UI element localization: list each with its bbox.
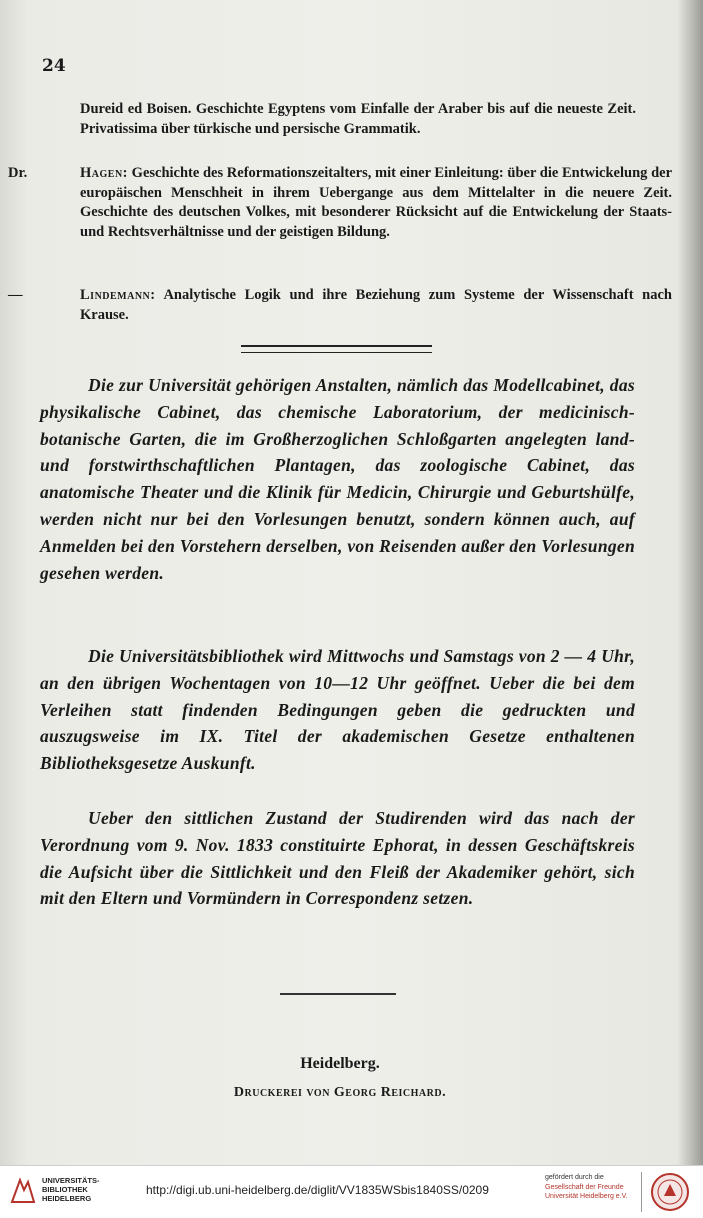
lecturer-name: Lindemann: bbox=[80, 287, 156, 303]
paragraph-institutions: Die zur Universität gehörigen Anstalten, nämlich das Modellcabinet, das physikalische Cabinet, das chemische Laboratorium, der medicinisch-botanische Garten, die im Großherzoglichen Schloßgarten angelegten land- und forstwirthschaftlichen Plantagen, das zoologische Cabinet, das anatomische Theater und die Klinik für Medicin, Chirurgie und Geburtshülfe, werden nicht nur bei den Vorlesungen benutzt, sondern können auch, auf Anmelden bei den Vorstehern derselben, von Reisenden außer den Vorlesungen gesehen werden. bbox=[40, 375, 635, 583]
lecture-text: Geschichte des Reformationszeitalters, mit einer Einleitung: über die Entwickelung der europäischen Menschheit in ihrem Uebergange aus dem Mittelalter in die neuere Zeit. Geschichte des deutschen Volkes, mit besonderer Rücksicht auf die Entwickelung der Staats- und Rechtsverhältnisse und der geistigen Bildung. bbox=[80, 165, 672, 240]
end-divider bbox=[280, 993, 396, 995]
lecture-dash: — bbox=[8, 287, 23, 303]
viewer-footer bbox=[0, 1165, 703, 1218]
lecture-text: Dureid ed Boisen. Geschichte Egyptens vom Einfalle der Araber bis auf die neueste Zeit. Privatissima über türkische und persische Grammatik. bbox=[80, 101, 636, 137]
page-number: 24 bbox=[42, 56, 66, 76]
lecture-entry-lindemann bbox=[8, 286, 672, 325]
sponsor-note bbox=[545, 1173, 645, 1202]
imprint-printer: Druckerei von Georg Reichard. bbox=[233, 1085, 447, 1100]
sponsor-line: Universität Heidelberg e.V. bbox=[545, 1193, 628, 1200]
library-name: UNIVERSITÄTS- BIBLIOTHEK HEIDELBERG bbox=[42, 1176, 100, 1203]
university-library-logo-icon bbox=[8, 1176, 38, 1206]
society-seal-icon bbox=[650, 1172, 690, 1212]
lecture-entry-hagen bbox=[8, 164, 672, 242]
section-divider bbox=[241, 345, 432, 353]
lecture-text: Analytische Logik und ihre Beziehung zum Systeme der Wissenschaft nach Krause. bbox=[80, 287, 672, 323]
page-edge-shadow bbox=[679, 0, 703, 1165]
lecture-entry-dureid bbox=[44, 100, 636, 139]
paragraph-ephorat: Ueber den sittlichen Zustand der Studirenden wird das nach der Verordnung vom 9. Nov. 1833 constituirte Ephorat, in dessen Geschäftskreis die Aufsicht über die Sittlichkeit und den Fleiß der Akademiker gehört, sich mit den Eltern und Vormündern in Correspondenz setzen. bbox=[40, 808, 635, 909]
footer-separator bbox=[641, 1172, 642, 1212]
sponsor-line: Gesellschaft der Freunde bbox=[545, 1183, 624, 1191]
sponsor-line: gefördert durch die bbox=[545, 1174, 604, 1181]
lecturer-name: Hagen: bbox=[80, 165, 128, 181]
permalink-url[interactable]: http://digi.ub.uni-heidelberg.de/diglit/VV1835WSbis1840SS/0209 bbox=[146, 1183, 489, 1197]
lecture-title-prefix: Dr. bbox=[8, 165, 28, 181]
imprint-city: Heidelberg. bbox=[300, 1055, 380, 1072]
paragraph-library: Die Universitätsbibliothek wird Mittwochs und Samstags von 2 — 4 Uhr, an den übrigen Wochentagen von 10—12 Uhr geöffnet. Ueber die bei dem Verleihen statt findenden Bedingungen geben die gedruckten und auszugsweise im IX. Titel der akademischen Gesetze enthaltenen Bibliotheksgesetze Auskunft. bbox=[40, 646, 635, 774]
